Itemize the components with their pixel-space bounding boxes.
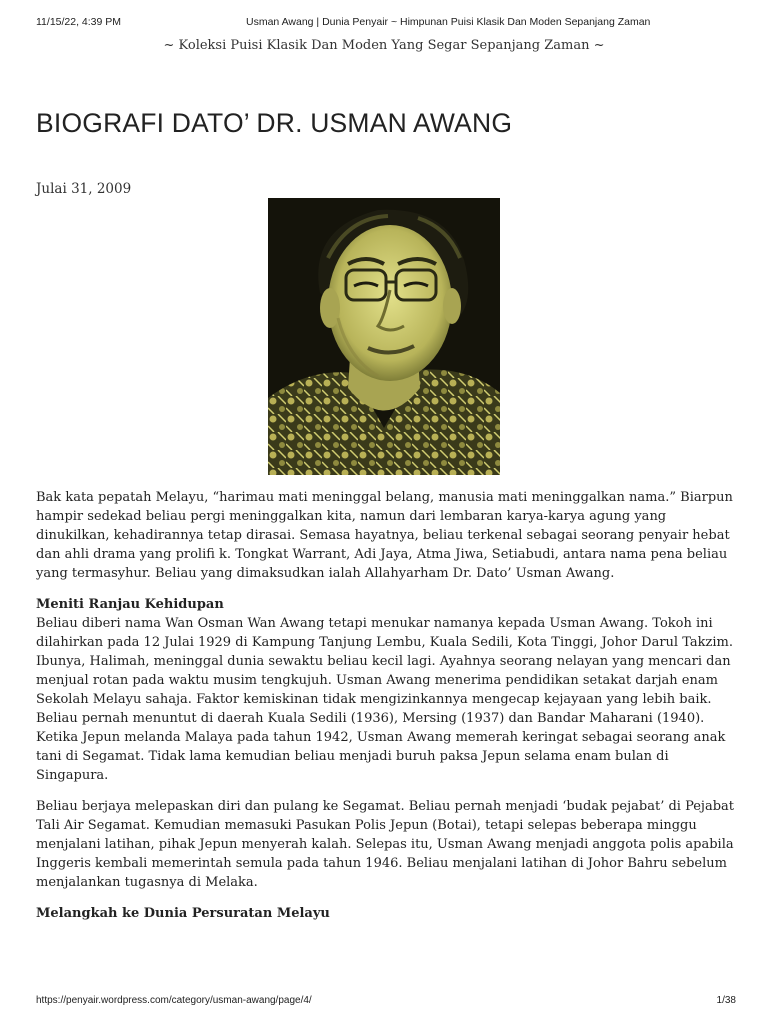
print-page-title: Usman Awang | Dunia Penyair ~ Himpunan Puisi Klasik Dan Moden Sepanjang Zaman — [246, 16, 651, 28]
print-page-number: 1/38 — [716, 995, 736, 1006]
police-career-paragraph: Beliau berjaya melepaskan diri dan pulang ke Segamat. Beliau pernah menjadi ‘budak pejabat’ di Pejabat Tali Air Segamat. Kemudian memasuki Pasukan Polis Jepun (Botai), tetapi selepas beberapa minggu menjalani latihan, pihak Jepun menyerah kalah. Selepas itu, Usman Awang menjadi anggota polis apabila Inggeris kembali memerintah semula pada tahun 1946. Beliau menjalani latihan di Johor Bahru sebelum menjalankan tugasnya di Melaka. — [36, 799, 735, 890]
intro-paragraph: Bak kata pepatah Melayu, “harimau mati meninggal belang, manusia mati meninggalkan nama.” Biarpun hampir sedekad beliau pergi meninggalkan kita, namun dari lembaran karya-karya agung yang dinukilkan, kehadirannya tetap dirasai. Semasa hayatnya, beliau terkenal sebagai seorang penyair hebat dan ahli drama yang prolifi k. Tongkat Warrant, Adi Jaya, Atma Jiwa, Setiabudi, antara nama pena beliau yang termasyhur. Beliau yang dimaksudkan ialah Allahyarham Dr. Dato’ Usman Awang. — [36, 490, 733, 581]
early-life-paragraph: Beliau diberi nama Wan Osman Wan Awang tetapi menukar namanya kepada Usman Awang. Tokoh ini dilahirkan pada 12 Julai 1929 di Kampung Tanjung Lembu, Kuala Sedili, Kota Tinggi, Johor Darul Takzim. Ibunya, Halimah, meninggal dunia sewaktu beliau kecil lagi. Ayahnya seorang nelayan yang mencari dan menjual rotan pada waktu musim tengkujuh. Usman Awang menerima pendidikan setakat darjah enam Sekolah Melayu sahaja. Faktor kemiskinan tidak mengizinkannya mengecap kejayaan yang lebih baik. Beliau pernah menuntut di daerah Kuala Sedili (1936), Mersing (1937) dan Bandar Maharani (1940). Ketika Jepun melanda Malaya pada tahun 1942, Usman Awang memerah keringat sebagai seorang anak tani di Segamat. Tidak lama kemudian beliau menjadi buruh paksa Jepun selama enam bulan di Singapura. — [36, 616, 733, 783]
post-date[interactable]: Julai 31, 2009 — [36, 181, 132, 197]
portrait-illustration — [268, 198, 500, 475]
site-tagline: ~ Koleksi Puisi Klasik Dan Moden Yang Segar Sepanjang Zaman ~ — [163, 38, 605, 53]
post-title[interactable]: BIOGRAFI DATO’ DR. USMAN AWANG — [36, 108, 513, 138]
print-url: https://penyair.wordpress.com/category/usman-awang/page/4/ — [36, 995, 312, 1006]
print-datetime: 11/15/22, 4:39 PM — [36, 16, 122, 28]
author-portrait-image — [268, 198, 500, 475]
post-content — [36, 488, 736, 923]
section-heading-persuratan: Melangkah ke Dunia Persuratan Melayu — [36, 906, 330, 921]
section-heading-meniti-ranjau: Meniti Ranjau Kehidupan — [36, 597, 224, 612]
